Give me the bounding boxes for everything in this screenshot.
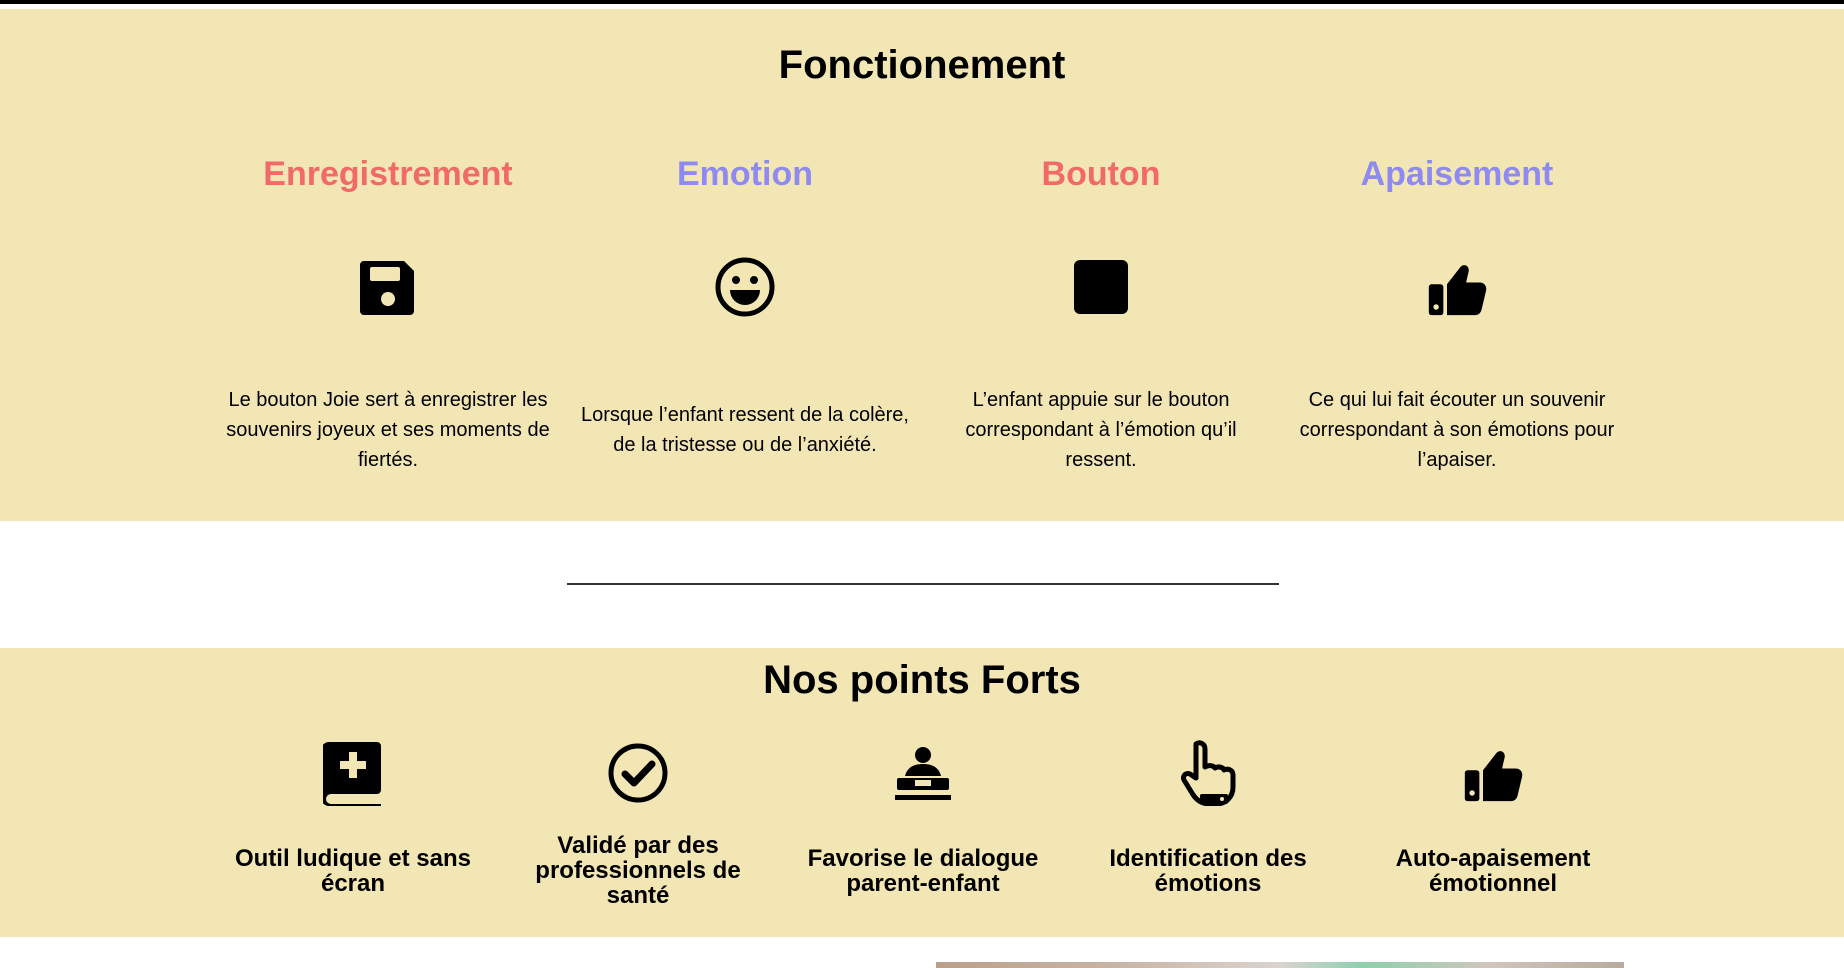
check-circle-icon xyxy=(608,740,668,806)
step-title: Emotion xyxy=(677,155,813,193)
pointing-hand-icon xyxy=(1178,740,1238,806)
step-description: Le bouton Joie sert à enregistrer les souvenirs joyeux et ses moments de fiertés. xyxy=(226,389,550,471)
step-title: Enregistrement xyxy=(263,155,513,193)
strengths-title: Nos points Forts xyxy=(763,658,1081,702)
step-apaisement xyxy=(1287,155,1627,495)
smiley-face-icon xyxy=(715,257,775,317)
thumbs-up-icon xyxy=(1463,740,1523,806)
feature-label: Auto-apaisement émotionnel xyxy=(1395,845,1591,897)
square-button-icon xyxy=(1071,257,1131,317)
step-emotion xyxy=(575,155,915,495)
person-at-desk-icon xyxy=(893,740,953,806)
feature-label: Identification des émotions xyxy=(1109,845,1307,897)
step-enregistrement xyxy=(218,155,558,495)
feature-valide xyxy=(508,740,768,930)
how-it-works-section xyxy=(0,9,1844,521)
step-description: Lorsque l’enfant ressent de la colère, de la tristesse ou de l’anxiété. xyxy=(581,404,909,456)
step-description: Ce qui lui fait écouter un souvenir correspondant à son émotions pour l’apaiser. xyxy=(1299,389,1615,471)
feature-outil-ludique xyxy=(223,740,483,930)
medical-book-icon xyxy=(323,740,383,806)
photo-partial xyxy=(936,962,1624,968)
feature-label: Validé par des professionnels de santé xyxy=(535,832,741,909)
feature-identification xyxy=(1078,740,1338,930)
how-it-works-title: Fonctionement xyxy=(778,43,1066,87)
step-description: L’enfant appuie sur le bouton correspondant à l’émotion qu’il ressent. xyxy=(965,389,1237,471)
floppy-disk-icon xyxy=(358,257,418,317)
thumbs-up-icon xyxy=(1427,257,1487,317)
step-title: Apaisement xyxy=(1360,155,1554,193)
step-bouton xyxy=(931,155,1271,495)
section-divider xyxy=(567,583,1279,585)
feature-label: Outil ludique et sans écran xyxy=(234,845,472,897)
feature-label: Favorise le dialogue parent-enfant xyxy=(807,845,1039,897)
step-title: Bouton xyxy=(1041,155,1161,193)
feature-auto-apaisement xyxy=(1363,740,1623,930)
feature-dialogue xyxy=(793,740,1053,930)
strengths-section xyxy=(0,648,1844,937)
